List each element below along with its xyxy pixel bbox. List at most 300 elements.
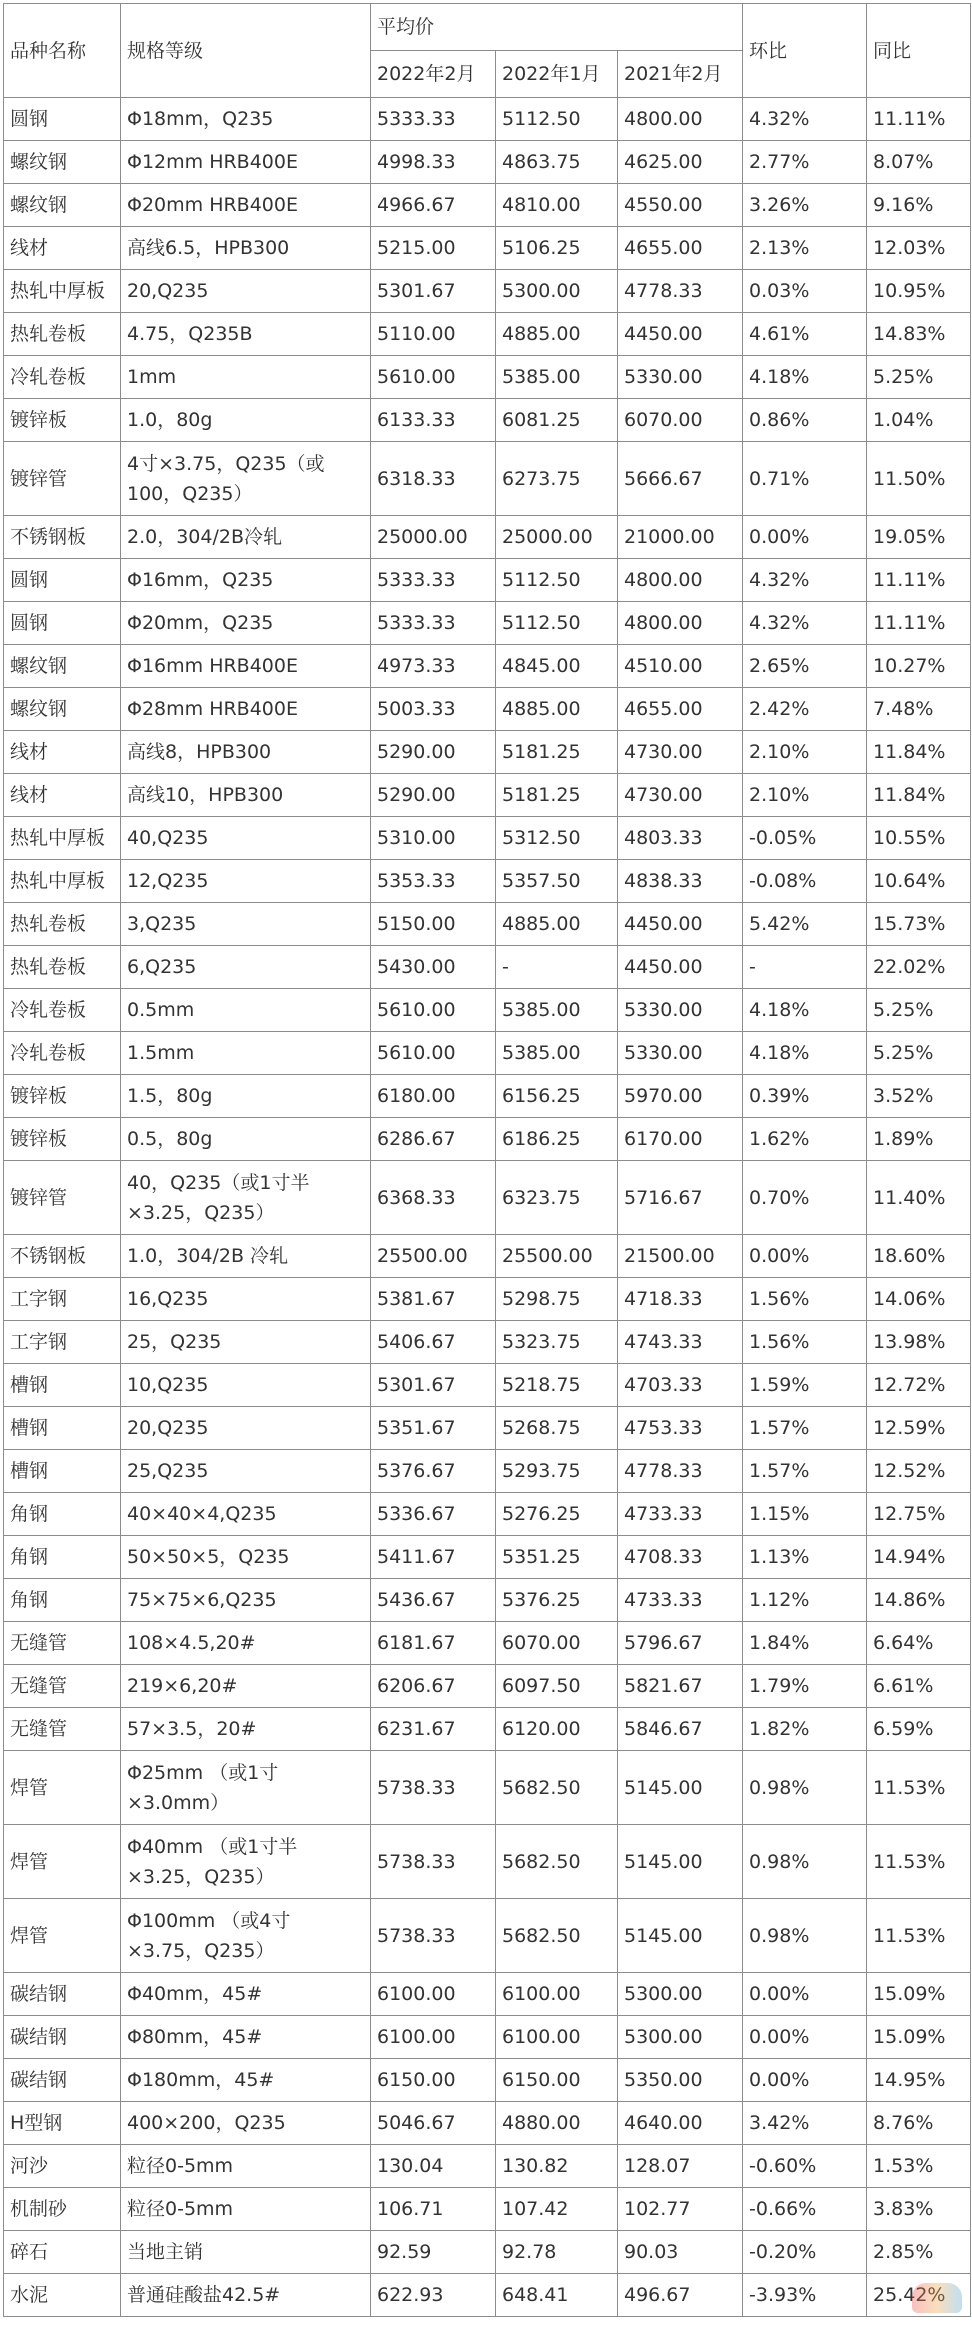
cell-price-jan-2022: 4885.00	[496, 688, 618, 731]
cell-price-feb-2021: 90.03	[618, 2231, 743, 2274]
cell-yoy: 11.11%	[867, 602, 971, 645]
cell-mom: 4.32%	[743, 559, 867, 602]
cell-yoy: 3.52%	[867, 1075, 971, 1118]
cell-yoy: 2.85%	[867, 2231, 971, 2274]
table-row	[4, 270, 971, 313]
cell-mom: -3.93%	[743, 2274, 867, 2317]
cell-yoy: 6.64%	[867, 1622, 971, 1665]
cell-spec: 400×200，Q235	[121, 2102, 371, 2145]
cell-price-feb-2022: 130.04	[371, 2145, 496, 2188]
cell-yoy: 12.03%	[867, 227, 971, 270]
cell-product: 热轧卷板	[4, 946, 121, 989]
cell-price-jan-2022: 5682.50	[496, 1899, 618, 1973]
cell-spec: Φ16mm，Q235	[121, 559, 371, 602]
cell-product: 角钢	[4, 1493, 121, 1536]
cell-spec: 4寸×3.75，Q235（或100，Q235）	[121, 442, 371, 516]
table-row	[4, 2145, 971, 2188]
cell-price-feb-2021: 4778.33	[618, 270, 743, 313]
cell-price-feb-2022: 5301.67	[371, 1364, 496, 1407]
cell-price-feb-2021: 5145.00	[618, 1899, 743, 1973]
cell-product: 线材	[4, 731, 121, 774]
cell-product: 不锈钢板	[4, 1235, 121, 1278]
cell-yoy: 6.61%	[867, 1665, 971, 1708]
table-row	[4, 645, 971, 688]
table-row	[4, 313, 971, 356]
cell-price-feb-2021: 5846.67	[618, 1708, 743, 1751]
cell-spec: Φ180mm，45#	[121, 2059, 371, 2102]
cell-mom: 0.98%	[743, 1751, 867, 1825]
table-body	[4, 98, 971, 2317]
cell-price-feb-2022: 5376.67	[371, 1450, 496, 1493]
table-row	[4, 184, 971, 227]
cell-price-jan-2022: 4885.00	[496, 313, 618, 356]
cell-price-feb-2021: 5145.00	[618, 1751, 743, 1825]
cell-price-feb-2022: 6181.67	[371, 1622, 496, 1665]
cell-spec: 4.75，Q235B	[121, 313, 371, 356]
cell-spec: 高线8，HPB300	[121, 731, 371, 774]
cell-mom: 0.71%	[743, 442, 867, 516]
cell-product: 碎石	[4, 2231, 121, 2274]
cell-mom: 2.10%	[743, 731, 867, 774]
cell-price-jan-2022: 6120.00	[496, 1708, 618, 1751]
watermark-logo-icon	[912, 2283, 962, 2313]
cell-spec: Φ80mm，45#	[121, 2016, 371, 2059]
cell-price-feb-2022: 5610.00	[371, 989, 496, 1032]
cell-yoy: 12.52%	[867, 1450, 971, 1493]
cell-mom: -0.66%	[743, 2188, 867, 2231]
cell-price-feb-2021: 4625.00	[618, 141, 743, 184]
price-table-container	[3, 3, 970, 2317]
cell-price-jan-2022: 5351.25	[496, 1536, 618, 1579]
cell-product: 冷轧卷板	[4, 356, 121, 399]
cell-price-feb-2021: 4743.33	[618, 1321, 743, 1364]
cell-price-jan-2022: 5376.25	[496, 1579, 618, 1622]
cell-product: 水泥	[4, 2274, 121, 2317]
cell-spec: 粒径0-5mm	[121, 2145, 371, 2188]
cell-price-feb-2021: 4800.00	[618, 602, 743, 645]
cell-price-jan-2022: 5312.50	[496, 817, 618, 860]
cell-price-jan-2022: 5293.75	[496, 1450, 618, 1493]
cell-price-feb-2022: 5738.33	[371, 1825, 496, 1899]
cell-spec: 普通硅酸盐42.5#	[121, 2274, 371, 2317]
table-row	[4, 1751, 971, 1825]
cell-price-feb-2021: 5330.00	[618, 1032, 743, 1075]
table-row	[4, 559, 971, 602]
cell-product: 角钢	[4, 1579, 121, 1622]
cell-spec: 高线6.5，HPB300	[121, 227, 371, 270]
cell-spec: 粒径0-5mm	[121, 2188, 371, 2231]
table-row	[4, 1579, 971, 1622]
cell-product: 槽钢	[4, 1364, 121, 1407]
table-row	[4, 1321, 971, 1364]
cell-price-feb-2021: 5145.00	[618, 1825, 743, 1899]
header-avg-price: 平均价	[371, 4, 743, 51]
cell-spec: 75×75×6,Q235	[121, 1579, 371, 1622]
cell-price-feb-2022: 5381.67	[371, 1278, 496, 1321]
cell-price-feb-2022: 622.93	[371, 2274, 496, 2317]
cell-spec: 2.0，304/2B冷轧	[121, 516, 371, 559]
cell-mom: -	[743, 946, 867, 989]
cell-price-jan-2022: 6323.75	[496, 1161, 618, 1235]
cell-yoy: 14.86%	[867, 1579, 971, 1622]
cell-mom: 1.56%	[743, 1278, 867, 1321]
cell-spec: 1.0，304/2B 冷轧	[121, 1235, 371, 1278]
table-row	[4, 1899, 971, 1973]
cell-yoy: 10.27%	[867, 645, 971, 688]
cell-price-feb-2022: 25000.00	[371, 516, 496, 559]
table-row	[4, 1622, 971, 1665]
cell-mom: 4.18%	[743, 989, 867, 1032]
cell-yoy: 5.25%	[867, 356, 971, 399]
cell-product: 螺纹钢	[4, 688, 121, 731]
cell-price-feb-2022: 5333.33	[371, 602, 496, 645]
cell-mom: 2.13%	[743, 227, 867, 270]
cell-product: 圆钢	[4, 98, 121, 141]
cell-price-feb-2022: 5738.33	[371, 1751, 496, 1825]
cell-yoy: 3.83%	[867, 2188, 971, 2231]
cell-mom: 2.42%	[743, 688, 867, 731]
cell-price-feb-2021: 4703.33	[618, 1364, 743, 1407]
cell-spec: Φ25mm （或1寸×3.0mm）	[121, 1751, 371, 1825]
cell-price-jan-2022: 5276.25	[496, 1493, 618, 1536]
cell-yoy: 18.60%	[867, 1235, 971, 1278]
cell-mom: 0.00%	[743, 2016, 867, 2059]
cell-product: 圆钢	[4, 559, 121, 602]
cell-price-jan-2022: 6156.25	[496, 1075, 618, 1118]
cell-price-feb-2022: 5003.33	[371, 688, 496, 731]
cell-mom: -0.60%	[743, 2145, 867, 2188]
table-row	[4, 1665, 971, 1708]
cell-price-jan-2022: 5300.00	[496, 270, 618, 313]
cell-price-feb-2022: 5430.00	[371, 946, 496, 989]
table-row	[4, 860, 971, 903]
cell-product: 热轧中厚板	[4, 817, 121, 860]
cell-yoy: 7.48%	[867, 688, 971, 731]
cell-spec: 1.0，80g	[121, 399, 371, 442]
cell-product: 焊管	[4, 1825, 121, 1899]
cell-spec: 当地主销	[121, 2231, 371, 2274]
cell-price-jan-2022: 6100.00	[496, 2016, 618, 2059]
cell-product: 镀锌板	[4, 1075, 121, 1118]
cell-price-feb-2022: 4998.33	[371, 141, 496, 184]
table-row	[4, 1161, 971, 1235]
table-row	[4, 1493, 971, 1536]
cell-mom: 1.15%	[743, 1493, 867, 1536]
cell-price-jan-2022: 5112.50	[496, 602, 618, 645]
table-row	[4, 1825, 971, 1899]
cell-price-feb-2022: 4973.33	[371, 645, 496, 688]
table-row	[4, 989, 971, 1032]
cell-mom: 1.57%	[743, 1450, 867, 1493]
cell-price-feb-2021: 4718.33	[618, 1278, 743, 1321]
cell-price-feb-2022: 5333.33	[371, 98, 496, 141]
cell-yoy: 10.95%	[867, 270, 971, 313]
cell-price-feb-2022: 5150.00	[371, 903, 496, 946]
cell-yoy: 10.64%	[867, 860, 971, 903]
table-row	[4, 1118, 971, 1161]
cell-price-feb-2022: 4966.67	[371, 184, 496, 227]
header-jan-2022: 2022年1月	[496, 51, 618, 98]
cell-mom: 4.32%	[743, 602, 867, 645]
table-row	[4, 1450, 971, 1493]
cell-price-jan-2022: 4880.00	[496, 2102, 618, 2145]
cell-yoy: 15.09%	[867, 1973, 971, 2016]
cell-price-feb-2022: 5406.67	[371, 1321, 496, 1364]
cell-product: 螺纹钢	[4, 184, 121, 227]
price-table	[3, 3, 971, 2317]
cell-mom: 1.56%	[743, 1321, 867, 1364]
cell-spec: Φ100mm （或4寸×3.75，Q235）	[121, 1899, 371, 1973]
cell-spec: Φ40mm，45#	[121, 1973, 371, 2016]
cell-price-feb-2021: 4655.00	[618, 688, 743, 731]
cell-mom: 0.00%	[743, 516, 867, 559]
cell-price-feb-2022: 6180.00	[371, 1075, 496, 1118]
cell-mom: -0.05%	[743, 817, 867, 860]
cell-yoy: 1.53%	[867, 2145, 971, 2188]
cell-mom: 1.57%	[743, 1407, 867, 1450]
table-row	[4, 903, 971, 946]
cell-spec: 16,Q235	[121, 1278, 371, 1321]
cell-mom: 0.00%	[743, 1235, 867, 1278]
cell-yoy: 12.59%	[867, 1407, 971, 1450]
cell-mom: 0.86%	[743, 399, 867, 442]
table-row	[4, 1032, 971, 1075]
cell-product: H型钢	[4, 2102, 121, 2145]
cell-spec: Φ28mm HRB400E	[121, 688, 371, 731]
cell-product: 槽钢	[4, 1450, 121, 1493]
cell-yoy: 11.53%	[867, 1899, 971, 1973]
cell-price-jan-2022: 5298.75	[496, 1278, 618, 1321]
cell-yoy: 15.09%	[867, 2016, 971, 2059]
cell-mom: 0.70%	[743, 1161, 867, 1235]
cell-product: 碳结钢	[4, 2016, 121, 2059]
cell-spec: Φ20mm，Q235	[121, 602, 371, 645]
cell-product: 镀锌管	[4, 1161, 121, 1235]
cell-spec: 40，Q235（或1寸半×3.25，Q235）	[121, 1161, 371, 1235]
cell-spec: 12,Q235	[121, 860, 371, 903]
cell-price-jan-2022: 5218.75	[496, 1364, 618, 1407]
cell-spec: 25,Q235	[121, 1450, 371, 1493]
cell-spec: 219×6,20#	[121, 1665, 371, 1708]
table-row	[4, 2102, 971, 2145]
cell-spec: Φ16mm HRB400E	[121, 645, 371, 688]
cell-mom: 0.39%	[743, 1075, 867, 1118]
cell-price-jan-2022: 25000.00	[496, 516, 618, 559]
table-row	[4, 774, 971, 817]
cell-price-feb-2021: 5716.67	[618, 1161, 743, 1235]
table-row	[4, 1278, 971, 1321]
cell-price-feb-2021: 5796.67	[618, 1622, 743, 1665]
cell-yoy: 15.73%	[867, 903, 971, 946]
cell-mom: 2.77%	[743, 141, 867, 184]
cell-product: 工字钢	[4, 1321, 121, 1364]
cell-yoy: 8.76%	[867, 2102, 971, 2145]
cell-price-jan-2022: 5112.50	[496, 98, 618, 141]
cell-price-feb-2022: 6286.67	[371, 1118, 496, 1161]
cell-product: 焊管	[4, 1899, 121, 1973]
cell-price-jan-2022: 5181.25	[496, 774, 618, 817]
cell-spec: 108×4.5,20#	[121, 1622, 371, 1665]
table-row	[4, 1708, 971, 1751]
cell-price-feb-2021: 4800.00	[618, 559, 743, 602]
cell-yoy: 14.94%	[867, 1536, 971, 1579]
header-feb-2021: 2021年2月	[618, 51, 743, 98]
cell-price-feb-2022: 5215.00	[371, 227, 496, 270]
cell-price-feb-2021: 4510.00	[618, 645, 743, 688]
cell-yoy: 8.07%	[867, 141, 971, 184]
table-row	[4, 2188, 971, 2231]
cell-price-jan-2022: 107.42	[496, 2188, 618, 2231]
cell-price-feb-2022: 6318.33	[371, 442, 496, 516]
cell-price-feb-2022: 5290.00	[371, 731, 496, 774]
cell-price-jan-2022: 5181.25	[496, 731, 618, 774]
cell-price-jan-2022: 6186.25	[496, 1118, 618, 1161]
cell-price-feb-2021: 4733.33	[618, 1493, 743, 1536]
cell-price-feb-2022: 5353.33	[371, 860, 496, 903]
cell-product: 线材	[4, 227, 121, 270]
table-row	[4, 141, 971, 184]
cell-price-jan-2022: 6097.50	[496, 1665, 618, 1708]
cell-mom: 1.62%	[743, 1118, 867, 1161]
cell-yoy: 10.55%	[867, 817, 971, 860]
cell-price-feb-2021: 6070.00	[618, 399, 743, 442]
cell-product: 槽钢	[4, 1407, 121, 1450]
cell-price-feb-2021: 21500.00	[618, 1235, 743, 1278]
cell-yoy: 5.25%	[867, 1032, 971, 1075]
cell-price-feb-2021: 4838.33	[618, 860, 743, 903]
cell-price-feb-2022: 5301.67	[371, 270, 496, 313]
cell-price-jan-2022: 4885.00	[496, 903, 618, 946]
cell-price-feb-2021: 5666.67	[618, 442, 743, 516]
cell-price-feb-2022: 5411.67	[371, 1536, 496, 1579]
cell-price-feb-2022: 6100.00	[371, 2016, 496, 2059]
cell-price-jan-2022: 5682.50	[496, 1825, 618, 1899]
cell-price-feb-2021: 4655.00	[618, 227, 743, 270]
cell-yoy: 1.04%	[867, 399, 971, 442]
cell-price-jan-2022: 6150.00	[496, 2059, 618, 2102]
cell-product: 线材	[4, 774, 121, 817]
header-row-1	[4, 4, 971, 51]
cell-price-feb-2021: 4730.00	[618, 774, 743, 817]
table-row	[4, 227, 971, 270]
cell-product: 不锈钢板	[4, 516, 121, 559]
cell-price-feb-2022: 6100.00	[371, 1973, 496, 2016]
cell-spec: 1.5，80g	[121, 1075, 371, 1118]
table-row	[4, 1536, 971, 1579]
cell-yoy: 12.75%	[867, 1493, 971, 1536]
cell-price-feb-2021: 4450.00	[618, 313, 743, 356]
cell-price-feb-2022: 5333.33	[371, 559, 496, 602]
cell-mom: -0.20%	[743, 2231, 867, 2274]
table-row	[4, 2274, 971, 2317]
cell-price-feb-2021: 4753.33	[618, 1407, 743, 1450]
cell-mom: 4.18%	[743, 1032, 867, 1075]
cell-product: 热轧卷板	[4, 313, 121, 356]
table-row	[4, 731, 971, 774]
cell-mom: 1.12%	[743, 1579, 867, 1622]
cell-product: 热轧中厚板	[4, 860, 121, 903]
cell-spec: 1.5mm	[121, 1032, 371, 1075]
cell-price-feb-2022: 5290.00	[371, 774, 496, 817]
cell-price-feb-2022: 6368.33	[371, 1161, 496, 1235]
cell-price-feb-2021: 5330.00	[618, 356, 743, 399]
cell-spec: 40×40×4,Q235	[121, 1493, 371, 1536]
cell-price-jan-2022: 5268.75	[496, 1407, 618, 1450]
table-row	[4, 1973, 971, 2016]
cell-spec: 0.5，80g	[121, 1118, 371, 1161]
cell-price-feb-2021: 4730.00	[618, 731, 743, 774]
cell-product: 角钢	[4, 1536, 121, 1579]
cell-price-jan-2022: 648.41	[496, 2274, 618, 2317]
cell-spec: 50×50×5，Q235	[121, 1536, 371, 1579]
cell-spec: 1mm	[121, 356, 371, 399]
cell-spec: 3,Q235	[121, 903, 371, 946]
cell-spec: 57×3.5，20#	[121, 1708, 371, 1751]
cell-price-feb-2021: 4800.00	[618, 98, 743, 141]
cell-yoy: 11.84%	[867, 774, 971, 817]
cell-price-feb-2021: 4550.00	[618, 184, 743, 227]
cell-product: 螺纹钢	[4, 645, 121, 688]
cell-price-feb-2021: 496.67	[618, 2274, 743, 2317]
cell-price-jan-2022: 5323.75	[496, 1321, 618, 1364]
cell-product: 无缝管	[4, 1708, 121, 1751]
cell-price-feb-2022: 5610.00	[371, 356, 496, 399]
cell-mom: 5.42%	[743, 903, 867, 946]
cell-yoy: 1.89%	[867, 1118, 971, 1161]
header-feb-2022: 2022年2月	[371, 51, 496, 98]
cell-price-feb-2021: 4778.33	[618, 1450, 743, 1493]
cell-product: 镀锌板	[4, 399, 121, 442]
cell-spec: 25，Q235	[121, 1321, 371, 1364]
cell-yoy: 11.53%	[867, 1751, 971, 1825]
table-row	[4, 946, 971, 989]
cell-mom: 0.98%	[743, 1899, 867, 1973]
cell-mom: 0.00%	[743, 1973, 867, 2016]
cell-spec: 20,Q235	[121, 270, 371, 313]
cell-price-jan-2022: 5385.00	[496, 356, 618, 399]
cell-yoy: 5.25%	[867, 989, 971, 1032]
header-mom: 环比	[743, 4, 867, 98]
cell-price-feb-2021: 4803.33	[618, 817, 743, 860]
cell-price-feb-2021: 128.07	[618, 2145, 743, 2188]
cell-price-jan-2022: 5682.50	[496, 1751, 618, 1825]
cell-mom: 2.65%	[743, 645, 867, 688]
header-yoy: 同比	[867, 4, 971, 98]
cell-price-feb-2022: 6150.00	[371, 2059, 496, 2102]
cell-price-jan-2022: 6070.00	[496, 1622, 618, 1665]
cell-price-jan-2022: 5112.50	[496, 559, 618, 602]
cell-yoy: 9.16%	[867, 184, 971, 227]
cell-mom: 0.00%	[743, 2059, 867, 2102]
table-row	[4, 356, 971, 399]
cell-yoy: 25.42%	[867, 2274, 971, 2317]
header-spec: 规格等级	[121, 4, 371, 98]
cell-product: 无缝管	[4, 1665, 121, 1708]
cell-product: 螺纹钢	[4, 141, 121, 184]
header-product: 品种名称	[4, 4, 121, 98]
cell-price-feb-2022: 5336.67	[371, 1493, 496, 1536]
table-row	[4, 2059, 971, 2102]
cell-mom: -0.08%	[743, 860, 867, 903]
cell-product: 冷轧卷板	[4, 989, 121, 1032]
table-row	[4, 602, 971, 645]
cell-product: 焊管	[4, 1751, 121, 1825]
cell-price-jan-2022: 6081.25	[496, 399, 618, 442]
cell-spec: 40,Q235	[121, 817, 371, 860]
cell-mom: 1.79%	[743, 1665, 867, 1708]
cell-price-feb-2022: 106.71	[371, 2188, 496, 2231]
table-row	[4, 1407, 971, 1450]
